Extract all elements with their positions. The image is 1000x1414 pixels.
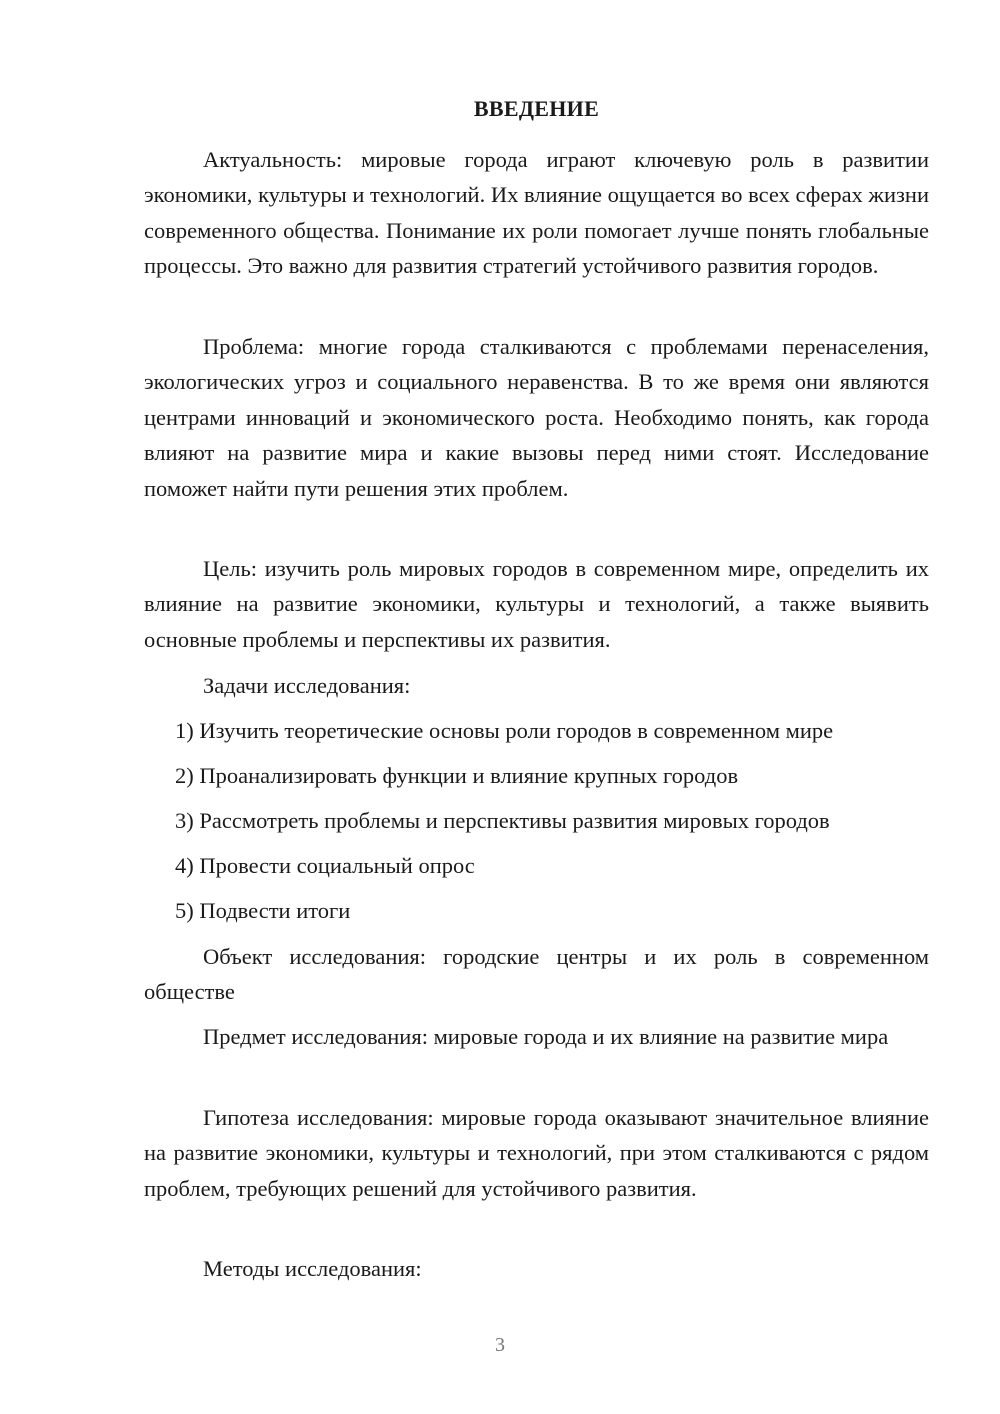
subject-paragraph: Предмет исследования: мировые города и их влияние на развитие мира xyxy=(203,1024,889,1049)
relevance-paragraph: Актуальность: мировые города играют ключевую роль в развитии экономики, культуры и технологий. Их влияние ощущается во всех сферах жизни современного общества. Понимание их роли помогает лучше понять глобальные процессы. Это важно для развития стратегий устойчивого развития городов. xyxy=(144,147,929,279)
object-paragraph: Объект исследования: городские центры и их роль в современном обществе xyxy=(144,944,929,1005)
task-item-4: 4) Провести социальный опрос xyxy=(175,853,475,878)
task-item-2: 2) Проанализировать функции и влияние крупных городов xyxy=(175,763,739,788)
section-heading: ВВЕДЕНИЕ xyxy=(473,96,600,121)
methods-title: Методы исследования: xyxy=(203,1256,422,1281)
goal-paragraph: Цель: изучить роль мировых городов в современном мире, определить их влияние на развитие экономики, культуры и технологий, а также выявить основные проблемы и перспективы их развития. xyxy=(144,556,929,652)
task-item-5: 5) Подвести итоги xyxy=(175,898,351,923)
task-item-3: 3) Рассмотреть проблемы и перспективы развития мировых городов xyxy=(175,808,830,833)
task-item-1: 1) Изучить теоретические основы роли городов в современном мире xyxy=(175,718,834,743)
page-number: 3 xyxy=(495,1334,505,1356)
tasks-title: Задачи исследования: xyxy=(203,673,411,698)
hypothesis-paragraph: Гипотеза исследования: мировые города оказывают значительное влияние на развитие экономики, культуры и технологий, при этом сталкиваются с рядом проблем, требующих решений для устойчивого развития. xyxy=(144,1105,929,1201)
problem-paragraph: Проблема: многие города сталкиваются с проблемами перенаселения, экологических угроз и социального неравенства. В то же время они являются центрами инноваций и экономического роста. Необходимо понять, как города влияют на развитие мира и какие вызовы перед ними стоят. Исследование поможет найти пути решения этих проблем. xyxy=(144,334,929,501)
